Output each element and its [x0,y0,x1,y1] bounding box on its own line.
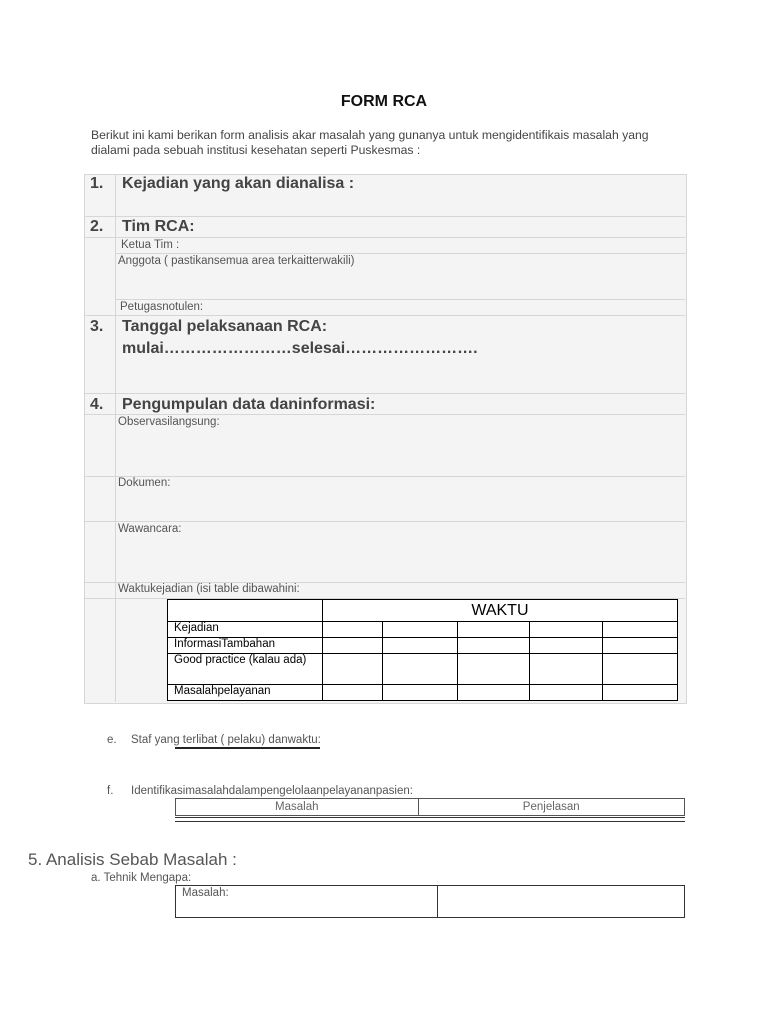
waktu-cell[interactable] [457,685,530,701]
row-divider [115,253,685,254]
section-1-heading: Kejadian yang akan dianalisa : [122,175,355,192]
ketua-tim-field[interactable]: Ketua Tim : [121,239,180,251]
anggota-field[interactable]: Anggota ( pastikansemua area terkaitterwakili) [118,255,355,267]
section-2-number: 2. [90,218,104,235]
waktu-cell[interactable] [457,654,530,685]
section-2-heading: Tim RCA: [122,218,195,235]
waktu-row-label: Masalahpelayanan [168,685,323,701]
section-4-number: 4. [90,396,104,413]
tanggal-range-field[interactable]: mulai……………………selesai……………………. [122,340,478,357]
mengapa-table [175,885,685,918]
masalah-column-header: Masalah [176,799,419,816]
tehnik-mengapa-label: a. Tehnik Mengapa: [91,872,192,884]
waktu-cell[interactable] [530,654,603,685]
wawancara-field[interactable]: Wawancara: [118,523,182,535]
masalah-table [175,798,685,816]
masalah-input-cell[interactable]: Masalah: [176,886,438,918]
waktu-cell[interactable] [603,638,678,654]
underline-mark [175,747,320,749]
section-4-heading: Pengumpulan data daninformasi: [122,396,376,413]
waktu-row-label: InformasiTambahan [168,638,323,654]
item-f-marker: f. [107,785,114,797]
identifikasi-masalah-label: Identifikasimasalahdalampengelolaanpelayananpasien: [131,785,413,797]
section-1-number: 1. [90,175,104,192]
waktu-cell[interactable] [322,685,382,701]
penjelasan-column-header: Penjelasan [418,799,685,816]
section-3-number: 3. [90,318,104,335]
waktu-table-corner-cell [168,600,323,622]
waktu-cell[interactable] [603,622,678,638]
waktu-cell[interactable] [322,638,382,654]
waktu-header: WAKTU [322,600,677,622]
waktu-cell[interactable] [322,622,382,638]
observasi-field[interactable]: Observasilangsung: [118,416,220,428]
dokumen-field[interactable]: Dokumen: [118,477,171,489]
row-divider [115,299,685,300]
waktu-cell[interactable] [603,654,678,685]
waktu-cell[interactable] [530,622,603,638]
item-e-marker: e. [107,734,117,746]
row-divider [84,237,685,238]
mengapa-blank-cell[interactable] [437,886,684,918]
waktu-cell[interactable] [530,638,603,654]
waktu-cell[interactable] [382,685,457,701]
waktu-cell[interactable] [382,638,457,654]
waktu-cell[interactable] [457,638,530,654]
row-divider [84,476,685,477]
waktu-cell[interactable] [382,654,457,685]
waktu-cell[interactable] [603,685,678,701]
section-3-heading: Tanggal pelaksanaan RCA: [122,318,328,335]
waktu-row-label: Good practice (kalau ada) [168,654,323,685]
waktu-cell[interactable] [457,622,530,638]
waktu-cell[interactable] [530,685,603,701]
double-rule [175,817,685,822]
staf-terlibat-field[interactable]: Staf yang terlibat ( pelaku) danwaktu: [131,734,321,746]
waktu-table [167,599,678,701]
waktu-row-label: Kejadian [168,622,323,638]
intro-paragraph: Berikut ini kami berikan form analisis akar masalah yang gunanya untuk mengidentifikais masalah yang dialami pada sebuah institusi kesehatan seperti Puskesmas : [91,128,649,157]
page-title: FORM RCA [340,93,428,110]
petugas-notulen-field[interactable]: Petugasnotulen: [120,301,204,313]
waktu-cell[interactable] [382,622,457,638]
waktu-cell[interactable] [322,654,382,685]
section-5-heading: 5. Analisis Sebab Masalah : [28,850,237,869]
row-divider [84,521,685,522]
waktu-kejadian-label: Waktukejadian (isi table dibawahini: [118,583,300,595]
